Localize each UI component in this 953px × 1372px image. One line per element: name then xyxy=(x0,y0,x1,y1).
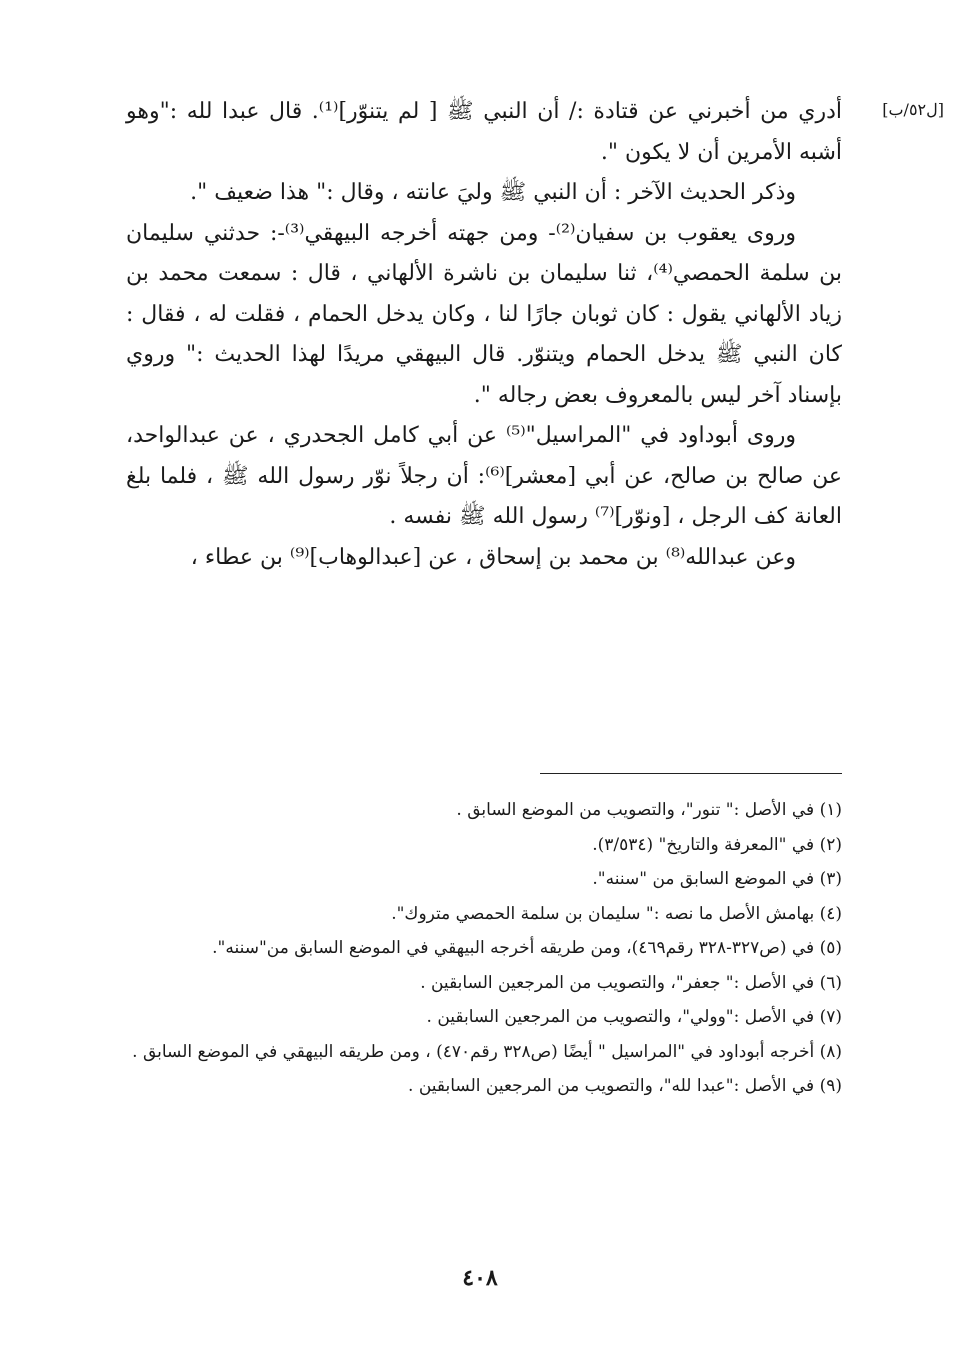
footnote: (٧) في الأصل :"وولي"، والتصويب من المرجعين السابقين . xyxy=(426,1007,842,1027)
paragraph: أدري من أخبرني عن قتادة :/ أن النبي ﷺ [ لم يتنوّر]⁽¹⁾. قال عبدا لله :"وهو أشبه الأمرين أن لا يكون ". xyxy=(126,99,842,165)
footnote: (٤) بهامش الأصل ما نصه :" سليمان بن سلمة الحمصي متروك". xyxy=(391,903,842,924)
footnote: (٨) أخرجه أبوداود في "المراسيل " أيضًا (ص٣٢٨ رقم٤٧٠) ، ومن طريقه البيهقي في الموضع السابق . xyxy=(132,1041,842,1062)
footnote: (٥) في (ص٣٢٧-٣٢٨ رقم٤٦٩)، ومن طريقه أخرجه البيهقي في الموضع السابق من"سننه". xyxy=(212,938,842,958)
manuscript-folio-reference: [ل٥٢/ب] xyxy=(882,100,944,119)
paragraph: وروى أبوداود في "المراسيل"⁽⁵⁾ عن أبي كامل الجحدري ، عن عبدالواحد، عن صالح بن صالح، عن أبي [معشر]⁽⁶⁾: أن رجلاً نوّر رسول الله ﷺ ، فلما بلغ العانة كف الرجل ، [ونوّر]⁽⁷⁾ رسول الله ﷺ نفسه . xyxy=(126,423,842,529)
footnote-separator xyxy=(540,773,842,774)
page-number: ٤٠٨ xyxy=(462,1265,498,1291)
paragraph: وروى يعقوب بن سفيان⁽²⁾- ومن جهته أخرجه البيهقي⁽³⁾-: حدثني سليمان بن سلمة الحمصي⁽⁴⁾، ثنا سليمان بن ناشرة الألهاني ، قال : سمعت محمد بن زياد الألهاني يقول : كان ثوبان جارًا لنا ، وكان يدخل الحمام ، فقلت له ، فقال : كان النبي ﷺ يدخل الحمام ويتنوّر. قال البيهقي مريدًا لهذا الحديث :" وروي بإسناد آخر ليس بالمعروف بعض رجاله ". xyxy=(126,220,843,408)
footnotes-section xyxy=(130,793,842,1104)
footnote: (٣) في الموضع السابق من "سننه". xyxy=(592,869,842,889)
footnote: (٩) في الأصل :"عبدا لله"، والتصويب من المرجعين السابقين . xyxy=(408,1076,842,1096)
footnote: (١) في الأصل :" تنور"، والتصويب من الموضع السابق . xyxy=(456,800,842,820)
main-text-body xyxy=(126,92,842,578)
paragraph: وذكر الحديث الآخر : أن النبي ﷺ وليَ عانته ، وقال :" هذا ضعيف ". xyxy=(190,180,796,205)
footnote: (٦) في الأصل :" جعفر"، والتصويب من المرجعين السابقين . xyxy=(420,972,842,993)
paragraph: وعن عبدالله⁽⁸⁾ بن محمد بن إسحاق ، عن [عبدالوهاب]⁽⁹⁾ بن عطاء ، xyxy=(190,544,796,570)
footnote: (٢) في "المعرفة والتاريخ" (٣/٥٣٤). xyxy=(592,834,842,855)
